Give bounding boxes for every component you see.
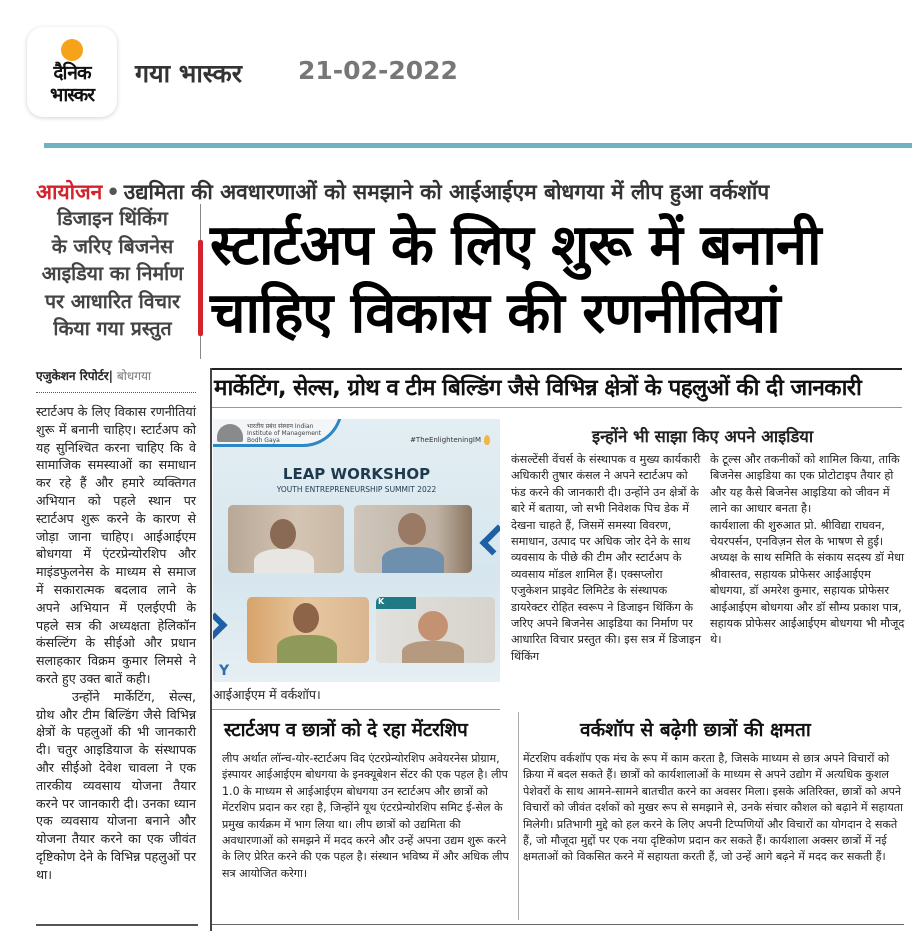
ideas-column-2 [710,452,906,649]
left-column [36,403,196,884]
paragraph: के टूल्स और तकनीकों को शामिल किया, ताकि बिजनेस आइडिया का एक प्रोटोटाइप तैयार हो और यह कैसे बिजनेस आइडिया को जीवन में लाने का आधार बनता है। [710,453,900,516]
sun-icon [61,39,83,61]
headline-line: चाहिए विकास की रणनीतियां [210,281,780,346]
workshop-photo [213,419,500,682]
person-head [418,611,448,641]
headline-line: स्टार्टअप के लिए शुरू में बनानी [210,213,821,278]
paragraph: कार्यशाला की शुरुआत प्रो. श्रीविद्या राघवन, चेयरपर्सन, एनविज़न सेल के भाषण से हुई। अध्यक्ष के साथ समिति के संकाय सदस्य डॉ मेधा श्रीवास्तव, सहायक प्रोफेसर आईआईएम बोधगया, डॉ अमरेश कुमार, सहायक प्रोफेसर आईआईएम बोधगया और डॉ सौम्य प्रकाश पात्र, सहायक प्रोफेसर आईआईएम बोधगया भी मौजूद थे। [710,518,905,647]
person-body [277,635,337,663]
logo-text-line1: दैनिक [53,62,91,84]
ideas-section-title: इन्होंने भी साझा किए अपने आइडिया [592,427,814,446]
skills-section-title: वर्कशॉप से बढ़ेगी छात्रों की क्षमता [580,719,811,741]
kicker [36,178,769,206]
photo-caption: आईआईएम में वर्कशॉप। [213,687,321,702]
skills-section-body: मेंटरशिप वर्कशॉप एक मंच के रूप में काम करता है, जिसके माध्यम से छात्र अपने विचारों को क्रिया में बदल सकते हैं। छात्रों को कार्यशालाओं के माध्यम से अपने उद्योग में अत्यधिक कुशल पेशेवरों के साथ आमने-सामने बातचीत करने का अवसर मिला। इसके अतिरिक्त, छात्रों को अपने विचारों को जीवंत दर्शकों को मुखर रूप से समझाने से, उनके संचार कौशल को बढ़ाने में सहायता मिलेगी। प्रतिभागी मुद्दे को हल करने के लिए अपनी टिप्पणियों और विचारों का योगदान दे सकते हैं, जो मौजूदा मुद्दों पर एक नया दृष्टिकोण प्रदान कर सकते हैं। कार्यशाला अक्सर छात्रों में नई क्षमताओं को विकसित करने में सहायता करती हैं, जो उन्हें आगे बढ़ने में मदद कर सकती हैं। [523,752,903,864]
consultancy-badge: K [376,597,416,609]
photo-subtitle: YOUTH ENTREPRENEURSHIP SUMMIT 2022 [276,485,437,494]
caption-rule [212,709,500,710]
kicker-text: उद्यमिता की अवधारणाओं को समझाने को आईआईएम बोधगया में लीप हुआ वर्कशॉप [123,180,770,204]
hashtag-text: #TheEnlighteningIM [410,436,481,444]
yes-logo-icon: Y [219,663,230,679]
subhead-top-rule [210,368,902,370]
person-body [382,547,444,573]
person-head [270,519,296,549]
deck-line: पर आधारित विचार [44,289,181,313]
paragraph: कंसल्टेंसी वेंचर्स के संस्थापक व मुख्य कार्यकारी अधिकारी तुषार कंसल ने अपने स्टार्टअप को फंड करने की जानकारी दी। उन्होंने उन क्षेत्रों के बारे में बताया, जो सभी निवेशक पिच डेक में देखना चाहते हैं, जिसमें समस्या विवरण, समाधान, उत्पाद पर अधिक जोर देने के साथ व्यवसाय के पीछे की टीम और स्टार्टअप के व्यवसाय मॉडल शामिल हैं। एक्सप्लोरा एजुकेशन प्राइवेट लिमिटेड के संस्थापक डायरेक्टर रोहित स्वरूप ने डिजाइन थिंकिंग के जरिए अपने बिजनेस आइडिया का निर्माण पर आधारित विचार प्रस्तुत की। इस सत्र में डिजाइन थिंकिंग [511,453,701,663]
app-header [0,0,912,140]
byline-rule [36,392,196,393]
deck-line: आइडिया का निर्माण [41,262,184,285]
video-tile [354,505,472,573]
hashtag [410,435,490,445]
person-head [293,603,319,633]
mentorship-section-title: स्टार्टअप व छात्रों को दे रहा मेंटरशिप [224,719,468,741]
paragraph: स्टार्टअप के लिए विकास रणनीतियां शुरू में बनानी चाहिए। स्टार्टअप को यह सुनिश्चित करना चाहिए कि वे सामाजिक समस्याओं का समाधान कर रहे हैं और हमारे व्यक्तिगत अभियान को पहले स्थान पर स्टार्टअप शुरू करने के कारण से जोड़ा जाना चाहिए। आईआईएम बोधगया में एंटरप्रेन्योरशिप और माइंडफुलनेस के माध्यम से समाज में सकारात्मक बदलाव लाने के अपने अभियान में एलईएपी के पहले सत्र की अध्यक्षता हेलिकॉन कंसल्टिंग के सीईओ और प्रधान सलाहकार विक्रम कुमार लिमसे ने करते हुए उक्त बातें कही। [36,404,196,686]
subhead-bottom-rule [212,407,902,408]
dainik-bhaskar-logo[interactable] [27,27,117,117]
institute-name: भारतीय प्रबंध संस्थान Indian Institute of Management Bodh Gaya [247,423,322,444]
video-tile [376,597,495,663]
video-tile [247,597,369,663]
headline [210,212,910,348]
ideas-column-1 [511,452,701,665]
mentorship-section-body: लीप अर्थात लॉन्च-योर-स्टार्टअप विद एंटरप्रेन्योरशिप अवेयरनेस प्रोग्राम, इंस्पायर आईआईएम बोधगया के इनक्यूबेशन सेंटर की एक पहल है। लीप 1.0 के माध्यम से आईआईएम बोधगया उन स्टार्टअप और छात्रों को मेंटरशिप प्रदान कर रहा है, जिन्होंने यूथ एंटरप्रेन्योरशिप समिट ई-सेल के प्रमुख कार्यक्रम में भाग लिया था। लीप छात्रों को उद्यमिता की अवधारणाओं को समझने में मदद करने और उन्हें अपना उद्यम शुरू करने के लिए प्रेरित करने की एक पहल है। संस्थान भविष्य में और अधिक लीप सत्र आयोजित करेगा। [222,752,509,880]
chevron-left-icon [479,524,500,555]
deck-line: के जरिए बिजनेस [51,234,174,258]
deck-divider-accent [198,240,203,336]
deck-line: डिजाइन थिंकिंग [57,207,168,230]
logo-text-line2: भास्कर [49,84,95,106]
header-divider [44,143,912,148]
deck-line: किया गया प्रस्तुत [53,317,172,340]
byline-author: एजुकेशन रिपोर्टर| [36,369,114,383]
subhead-left-rule [210,368,212,931]
deck [30,205,195,343]
edition-date: 21-02-2022 [298,56,458,85]
person-body [254,549,314,573]
mentorship-bottom-rule [212,924,518,925]
subheadline: मार्केटिंग, सेल्स, ग्रोथ व टीम बिल्डिंग जैसे विभिन्न क्षेत्रों के पहलुओं की दी जानकारी [214,375,862,401]
person-body [402,641,464,663]
left-column-rule [36,924,198,926]
edition-name: गया भास्कर [135,59,242,88]
person-head [398,513,426,545]
paragraph: उन्होंने मार्केटिंग, सेल्स, ग्रोथ और टीम बिल्डिंग जैसे विभिन्न क्षेत्रों के पहलुओं की भी जानकारी दी। चतुर आइडियाज के संस्थापक और सीईओ देवेश चावला ने एक तारकीय व्यवसाय योजना तैयार करने पर जानकारी दी। उनका ध्यान एक व्यवसाय योजना बनाने और योजना तैयार करने का एक जीवंत दृष्टिकोण देने के विभिन्न पहलुओं पर था। [36,688,196,882]
byline-place: बोधगया [113,369,152,383]
byline [36,367,196,384]
photo-title: LEAP WORKSHOP [282,465,431,483]
video-tile [228,505,344,573]
section-divider [518,712,519,920]
kicker-label: आयोजन [36,180,103,204]
flame-icon [484,435,490,445]
kicker-bullet: • [106,180,120,204]
chevron-right-icon [213,612,228,643]
skills-bottom-rule [518,924,904,925]
